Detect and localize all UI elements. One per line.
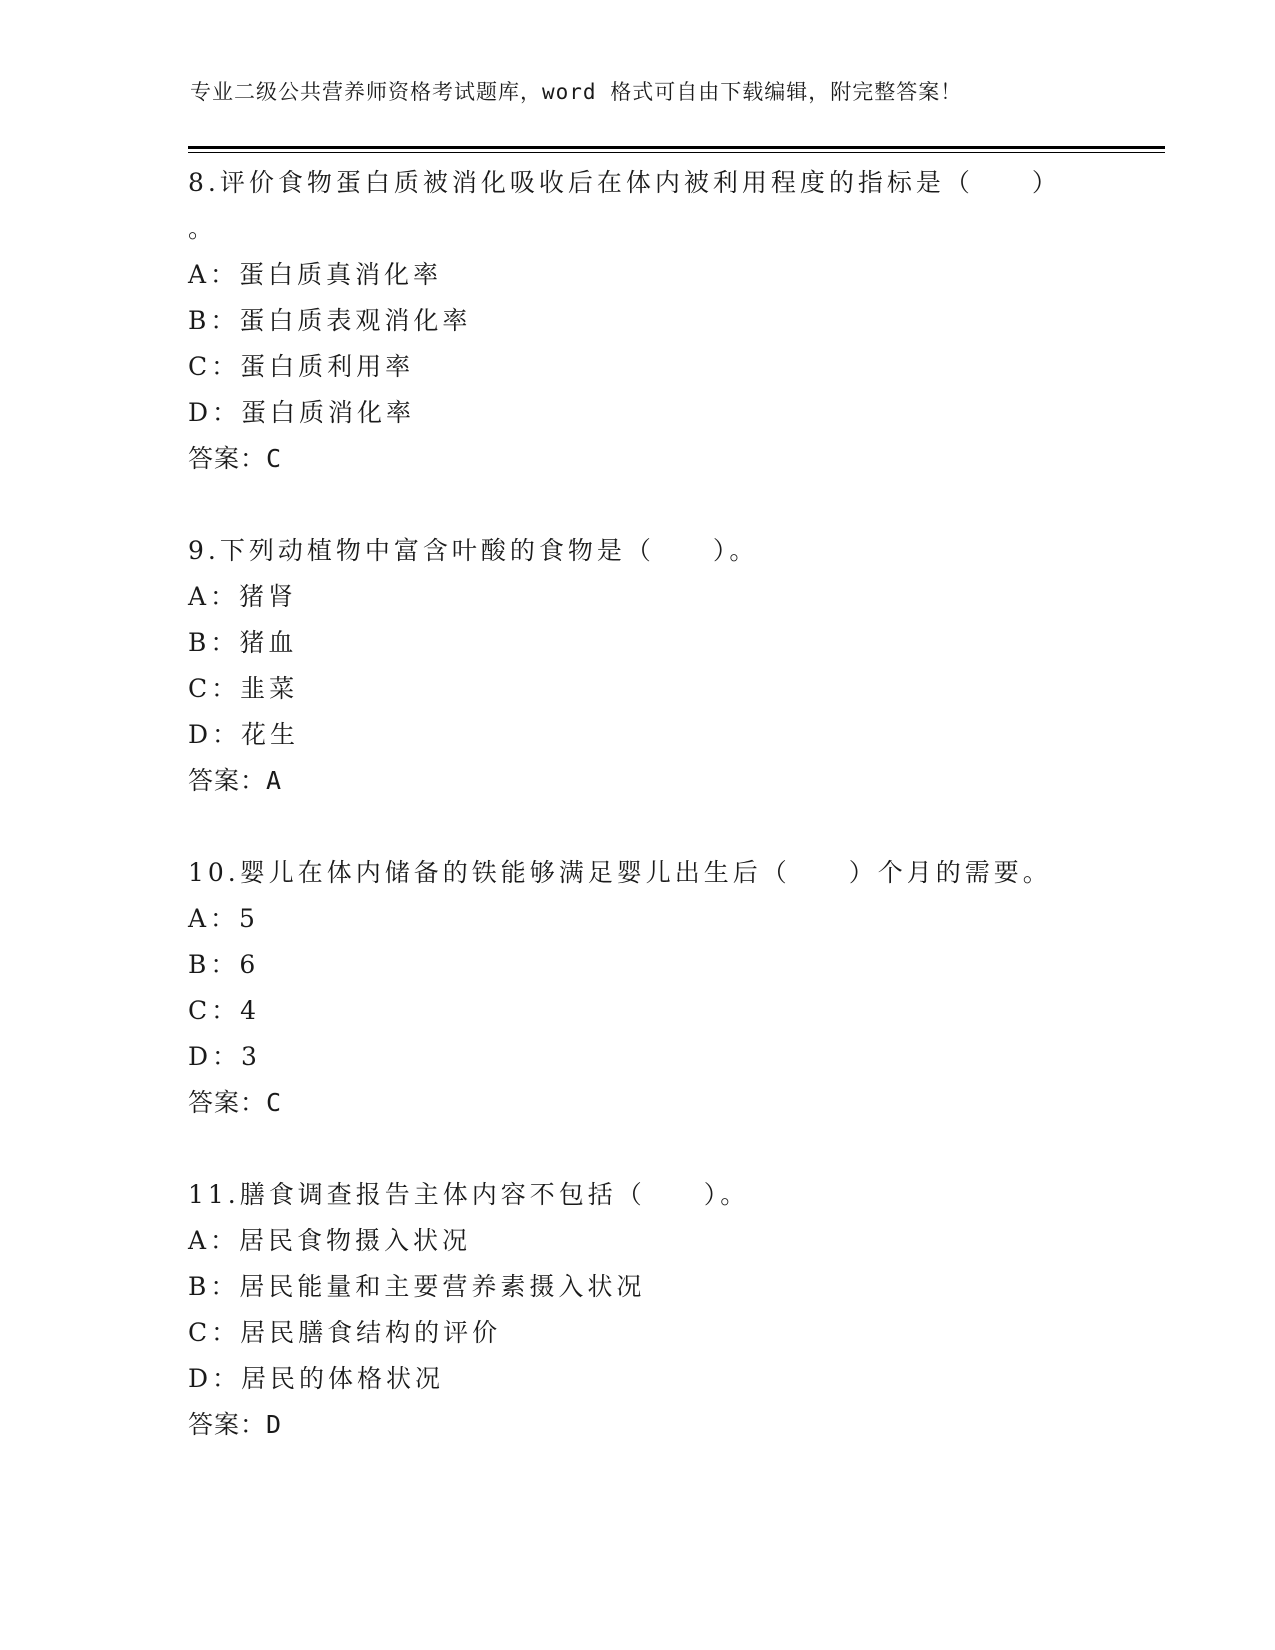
question-9 — [188, 528, 1168, 804]
question-11 — [188, 1172, 1168, 1448]
option-d: D：蛋白质消化率 — [188, 398, 416, 427]
answer-label: 答案： — [188, 1088, 267, 1117]
option-a: A：5 — [188, 904, 259, 933]
question-8 — [188, 160, 1168, 482]
option-d: D：花生 — [188, 720, 300, 749]
option-b: B：猪血 — [188, 628, 298, 657]
answer-line — [188, 436, 1168, 482]
answer-value: A — [266, 766, 283, 795]
question-stem: 8.评价食物蛋白质被消化吸收后在体内被利用程度的指标是（ ） — [188, 168, 1061, 197]
option-b: B：6 — [188, 950, 260, 979]
answer-value: C — [266, 444, 283, 473]
answer-line — [188, 1080, 1168, 1126]
answer-value: C — [266, 1088, 283, 1117]
answer-line — [188, 1402, 1168, 1448]
question-10 — [188, 850, 1168, 1126]
option-c: C：韭菜 — [188, 674, 299, 703]
option-a: A：居民食物摄入状况 — [188, 1226, 472, 1255]
option-c: C：蛋白质利用率 — [188, 352, 415, 381]
option-d: D：3 — [188, 1042, 261, 1071]
option-b: B：居民能量和主要营养素摄入状况 — [188, 1272, 646, 1301]
option-c: C：4 — [188, 996, 261, 1025]
question-stem-continuation: 。 — [188, 214, 218, 243]
option-b: B：蛋白质表观消化率 — [188, 306, 472, 335]
answer-value: D — [266, 1410, 283, 1439]
answer-line — [188, 758, 1168, 804]
answer-label: 答案： — [188, 766, 267, 795]
question-stem: 10.婴儿在体内储备的铁能够满足婴儿出生后（ ）个月的需要。 — [188, 858, 1052, 887]
answer-label: 答案： — [188, 444, 267, 473]
question-list — [188, 160, 1168, 1494]
header-divider-thin — [188, 152, 1165, 153]
answer-label: 答案： — [188, 1410, 267, 1439]
question-stem: 11.膳食调查报告主体内容不包括（ ）。 — [188, 1180, 750, 1209]
option-a: A：蛋白质真消化率 — [188, 260, 443, 289]
option-c: C：居民膳食结构的评价 — [188, 1318, 502, 1347]
page-header: 专业二级公共营养师资格考试题库，word 格式可自由下载编辑，附完整答案！ — [190, 80, 963, 104]
option-a: A：猪肾 — [188, 582, 298, 611]
question-stem: 9.下列动植物中富含叶酸的食物是（ ）。 — [188, 536, 759, 565]
header-divider — [188, 146, 1165, 149]
option-d: D：居民的体格状况 — [188, 1364, 445, 1393]
